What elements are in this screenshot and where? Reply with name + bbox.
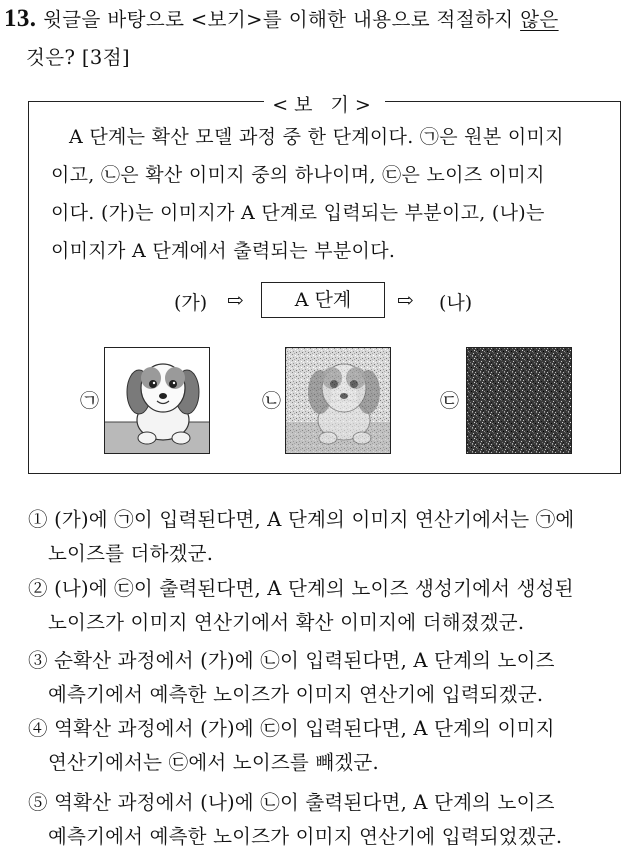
puppy-illustration-icon: [105, 348, 210, 454]
noise-pattern-icon: [467, 348, 572, 454]
question-stem-text: 윗글을 바탕으로 <보기>를 이해한 내용으로 적절하지: [43, 8, 521, 31]
option-3-line-1[interactable]: ③ 순확산 과정에서 (가)에 ㉡이 입력된다면, A 단계의 노이즈: [28, 649, 555, 672]
option-1-line-1[interactable]: ① (가)에 ㉠이 입력된다면, A 단계의 이미지 연산기에서는 ㉠에: [28, 508, 575, 531]
option-4-line-1[interactable]: ④ 역확산 과정에서 (가)에 ㉢이 입력된다면, A 단계의 이미지: [28, 717, 555, 740]
flow-arrow-icon: ⇨: [227, 288, 244, 312]
diffused-image: [285, 347, 391, 454]
noisy-puppy-illustration-icon: [286, 348, 391, 454]
image-label-giyeok: ㉠: [80, 390, 100, 412]
flow-arrow-icon: ⇨: [397, 288, 414, 312]
image-label-nieun: ㉡: [262, 390, 282, 412]
image-label-digeut: ㉢: [440, 390, 460, 412]
flow-output-label: (나): [439, 292, 473, 314]
original-image: [104, 347, 210, 454]
stage-a-box: [261, 282, 385, 318]
question-stem-line-2: 것은? [3점]: [26, 46, 130, 69]
stage-a-label: A 단계: [294, 289, 352, 311]
option-2-line-1[interactable]: ② (나)에 ㉢이 출력된다면, A 단계의 노이즈 생성기에서 생성된: [28, 577, 574, 600]
bogi-line-3: 이다. (가)는 이미지가 A 단계로 입력되는 부분이고, (나)는: [51, 202, 545, 224]
option-5-line-2[interactable]: 예측기에서 예측한 노이즈가 이미지 연산기에 입력되었겠군.: [48, 825, 563, 848]
option-1-line-2[interactable]: 노이즈를 더하겠군.: [48, 542, 214, 565]
bogi-line-4: 이미지가 A 단계에서 출력되는 부분이다.: [51, 240, 396, 262]
option-3-line-2[interactable]: 예측기에서 예측한 노이즈가 이미지 연산기에 입력되겠군.: [48, 683, 544, 706]
question-stem-line-1: [4, 4, 559, 33]
flow-diagram: [29, 282, 620, 322]
bogi-title: <보 기>: [29, 90, 620, 117]
option-5-line-1[interactable]: ⑤ 역확산 과정에서 (나)에 ㉡이 출력된다면, A 단계의 노이즈: [28, 791, 555, 814]
question-stem-underlined: 않은: [520, 8, 559, 31]
option-4-line-2[interactable]: 연산기에서는 ㉢에서 노이즈를 빼겠군.: [48, 751, 379, 774]
bogi-line-2: 이고, ㉡은 확산 이미지 중의 하나이며, ㉢은 노이즈 이미지: [51, 164, 545, 186]
flow-input-label: (가): [174, 292, 208, 314]
bogi-line-1: A 단계는 확산 모델 과정 중 한 단계이다. ㉠은 원본 이미지: [69, 126, 564, 148]
question-number: 13.: [4, 5, 37, 32]
noise-image: [466, 347, 572, 454]
option-2-line-2[interactable]: 노이즈가 이미지 연산기에서 확산 이미지에 더해졌겠군.: [48, 611, 525, 634]
